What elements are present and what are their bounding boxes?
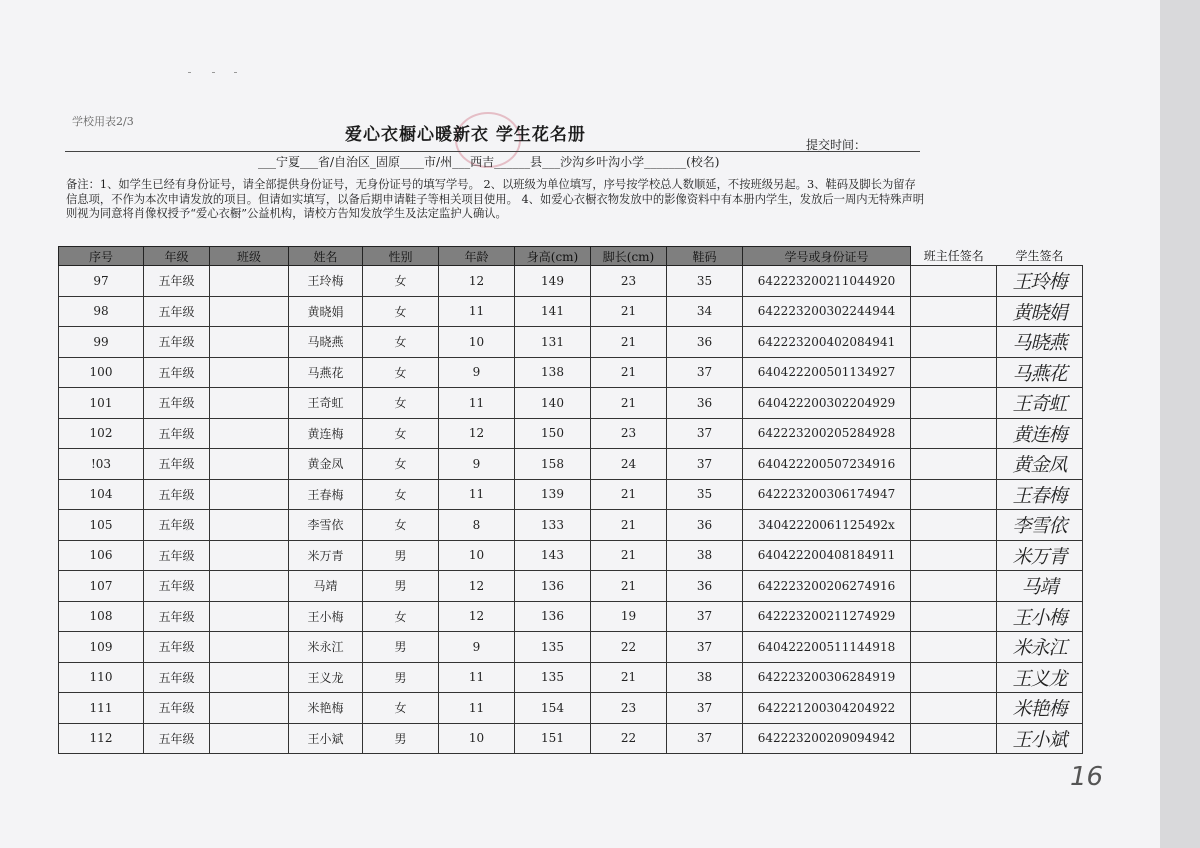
cell-foot: 21 (591, 662, 667, 693)
cell-name: 黄连梅 (289, 418, 363, 449)
cell-class (210, 388, 289, 419)
cell-grade: 五年级 (144, 723, 210, 754)
cell-age: 8 (439, 510, 515, 541)
cell-class (210, 540, 289, 571)
cell-grade: 五年级 (144, 266, 210, 297)
cell-age: 11 (439, 693, 515, 724)
col-header-name: 姓名 (289, 247, 363, 266)
cell-no: 100 (59, 357, 144, 388)
cell-grade: 五年级 (144, 418, 210, 449)
cell-id: 642223200206274916 (743, 571, 911, 602)
cell-student-signature: 黄晓娟 (997, 296, 1083, 327)
cell-gender: 女 (363, 449, 439, 480)
cell-class (210, 723, 289, 754)
cell-foot: 21 (591, 571, 667, 602)
table-row (59, 571, 1083, 602)
col-header-no: 序号 (59, 247, 144, 266)
cell-grade: 五年级 (144, 632, 210, 663)
cell-class (210, 479, 289, 510)
cell-foot: 22 (591, 632, 667, 663)
cell-shoe: 38 (667, 662, 743, 693)
cell-gender: 女 (363, 601, 439, 632)
cell-height: 154 (515, 693, 591, 724)
cell-foot: 22 (591, 723, 667, 754)
cell-age: 11 (439, 662, 515, 693)
cell-height: 140 (515, 388, 591, 419)
cell-foot: 24 (591, 449, 667, 480)
cell-shoe: 36 (667, 388, 743, 419)
cell-name: 王小斌 (289, 723, 363, 754)
cell-teacher-signature (911, 693, 997, 724)
cell-name: 王玲梅 (289, 266, 363, 297)
cell-shoe: 36 (667, 571, 743, 602)
cell-teacher-signature (911, 388, 997, 419)
cell-age: 12 (439, 418, 515, 449)
cell-grade: 五年级 (144, 601, 210, 632)
table-row (59, 266, 1083, 297)
col-header-id: 学号或身份证号 (743, 247, 911, 266)
cell-age: 9 (439, 632, 515, 663)
cell-gender: 男 (363, 662, 439, 693)
cell-student-signature: 米永江 (997, 632, 1083, 663)
cell-class (210, 571, 289, 602)
cell-no: 99 (59, 327, 144, 358)
cell-grade: 五年级 (144, 296, 210, 327)
cell-grade: 五年级 (144, 693, 210, 724)
cell-teacher-signature (911, 418, 997, 449)
cell-name: 马靖 (289, 571, 363, 602)
table-row (59, 388, 1083, 419)
cell-class (210, 418, 289, 449)
col-header-age: 年龄 (439, 247, 515, 266)
cell-gender: 男 (363, 540, 439, 571)
cell-shoe: 37 (667, 723, 743, 754)
cell-grade: 五年级 (144, 540, 210, 571)
col-header-gender: 性别 (363, 247, 439, 266)
cell-student-signature: 米艳梅 (997, 693, 1083, 724)
cell-id: 642223200209094942 (743, 723, 911, 754)
table-row (59, 662, 1083, 693)
cell-student-signature: 李雪依 (997, 510, 1083, 541)
cell-class (210, 266, 289, 297)
cell-foot: 21 (591, 388, 667, 419)
col-header-shoe: 鞋码 (667, 247, 743, 266)
col-header-grade: 年级 (144, 247, 210, 266)
cell-foot: 23 (591, 418, 667, 449)
cell-student-signature: 王春梅 (997, 479, 1083, 510)
cell-student-signature: 马晓燕 (997, 327, 1083, 358)
cell-teacher-signature (911, 296, 997, 327)
table-row (59, 510, 1083, 541)
col-header-student-sig: 学生签名 (1015, 249, 1064, 264)
cell-student-signature: 米万青 (997, 540, 1083, 571)
cell-shoe: 36 (667, 510, 743, 541)
cell-student-signature: 王小梅 (997, 601, 1083, 632)
cell-no: 111 (59, 693, 144, 724)
cell-name: 王义龙 (289, 662, 363, 693)
page-label: 学校用表2/3 (72, 115, 134, 128)
cell-name: 王小梅 (289, 601, 363, 632)
cell-teacher-signature (911, 479, 997, 510)
cell-height: 135 (515, 632, 591, 663)
cell-id: 642223200306284919 (743, 662, 911, 693)
cell-height: 143 (515, 540, 591, 571)
cell-gender: 女 (363, 357, 439, 388)
cell-height: 138 (515, 357, 591, 388)
cell-shoe: 34 (667, 296, 743, 327)
cell-id: 642223200205284928 (743, 418, 911, 449)
cell-student-signature: 马靖 (997, 571, 1083, 602)
location-line: ___宁夏___省/自治区_固原____市/州___西吉______县___沙沟乡叶沟小学_______(校名) (258, 155, 720, 169)
cell-gender: 女 (363, 510, 439, 541)
cell-shoe: 36 (667, 327, 743, 358)
cell-teacher-signature (911, 510, 997, 541)
cell-height: 141 (515, 296, 591, 327)
cell-class (210, 601, 289, 632)
cell-id: 640422200511144918 (743, 632, 911, 663)
table-row (59, 632, 1083, 663)
cell-gender: 女 (363, 479, 439, 510)
cell-height: 136 (515, 601, 591, 632)
cell-id: 640422200507234916 (743, 449, 911, 480)
cell-shoe: 35 (667, 266, 743, 297)
cell-class (210, 662, 289, 693)
cell-gender: 女 (363, 388, 439, 419)
cell-age: 12 (439, 601, 515, 632)
cell-no: 108 (59, 601, 144, 632)
cell-no: 101 (59, 388, 144, 419)
cell-age: 9 (439, 357, 515, 388)
cell-height: 150 (515, 418, 591, 449)
cell-shoe: 37 (667, 632, 743, 663)
cell-name: 李雪依 (289, 510, 363, 541)
cell-foot: 21 (591, 510, 667, 541)
cell-gender: 男 (363, 632, 439, 663)
cell-no: 97 (59, 266, 144, 297)
cell-id: 640422200408184911 (743, 540, 911, 571)
cell-teacher-signature (911, 571, 997, 602)
cell-shoe: 35 (667, 479, 743, 510)
table-row (59, 693, 1083, 724)
cell-id: 640422200501134927 (743, 357, 911, 388)
cell-height: 131 (515, 327, 591, 358)
cell-teacher-signature (911, 449, 997, 480)
cell-no: 106 (59, 540, 144, 571)
cell-shoe: 37 (667, 693, 743, 724)
cell-shoe: 37 (667, 601, 743, 632)
cell-height: 136 (515, 571, 591, 602)
cell-gender: 女 (363, 327, 439, 358)
cell-name: 米艳梅 (289, 693, 363, 724)
cell-age: 10 (439, 540, 515, 571)
table-row (59, 540, 1083, 571)
table-row (59, 449, 1083, 480)
cell-no: 110 (59, 662, 144, 693)
table-row (59, 479, 1083, 510)
cell-grade: 五年级 (144, 571, 210, 602)
cell-age: 12 (439, 266, 515, 297)
table-row (59, 296, 1083, 327)
cell-no: !03 (59, 449, 144, 480)
cell-student-signature: 马燕花 (997, 357, 1083, 388)
cell-teacher-signature (911, 632, 997, 663)
cell-foot: 23 (591, 693, 667, 724)
cell-no: 102 (59, 418, 144, 449)
cell-class (210, 327, 289, 358)
cell-teacher-signature (911, 540, 997, 571)
col-header-foot: 脚长(cm) (591, 247, 667, 266)
table-row (59, 601, 1083, 632)
cell-id: 642221200304204922 (743, 693, 911, 724)
cell-height: 149 (515, 266, 591, 297)
cell-foot: 21 (591, 296, 667, 327)
cell-name: 王奇虹 (289, 388, 363, 419)
cell-name: 马燕花 (289, 357, 363, 388)
table-row (59, 723, 1083, 754)
cell-id: 642223200211044920 (743, 266, 911, 297)
cell-id: 34042220061125492x (743, 510, 911, 541)
submit-time-label: 提交时间： (806, 138, 867, 152)
cell-name: 米永江 (289, 632, 363, 663)
cell-age: 11 (439, 296, 515, 327)
cell-teacher-signature (911, 327, 997, 358)
cell-shoe: 38 (667, 540, 743, 571)
cell-class (210, 296, 289, 327)
cell-shoe: 37 (667, 357, 743, 388)
cell-foot: 19 (591, 601, 667, 632)
cell-height: 133 (515, 510, 591, 541)
cell-name: 王春梅 (289, 479, 363, 510)
cell-id: 642223200306174947 (743, 479, 911, 510)
cell-grade: 五年级 (144, 388, 210, 419)
cell-foot: 21 (591, 327, 667, 358)
cell-grade: 五年级 (144, 510, 210, 541)
roster-body (59, 266, 1083, 754)
cell-foot: 21 (591, 540, 667, 571)
cell-name: 黄金凤 (289, 449, 363, 480)
cell-gender: 女 (363, 418, 439, 449)
cell-age: 12 (439, 571, 515, 602)
cell-teacher-signature (911, 266, 997, 297)
document-title: 爱心衣橱心暖新衣 学生花名册 (345, 125, 586, 145)
cell-no: 104 (59, 479, 144, 510)
cell-age: 10 (439, 327, 515, 358)
notes: 备注：1、如学生已经有身份证号，请全部提供身份证号，无身份证号的填写学号。 2、以班级为单位填写，序号按学校总人数顺延，不按班级另起。3、鞋码及脚长为留存信息项，不作为本次申请发放的项目。但请如实填写，以备后期申请鞋子等相关项目使用。 4、如爱心衣橱衣物发放中的影像资料中有本册内学生，发放后一周内无特殊声明则视为同意将肖像权授予“爱心衣橱”公益机构，请校方告知发放学生及法定监护人确认。 (66, 178, 925, 220)
cell-teacher-signature (911, 601, 997, 632)
cell-id: 642223200302244944 (743, 296, 911, 327)
cell-age: 11 (439, 388, 515, 419)
cell-teacher-signature (911, 723, 997, 754)
cell-id: 642223200211274929 (743, 601, 911, 632)
cell-no: 105 (59, 510, 144, 541)
cell-no: 112 (59, 723, 144, 754)
cell-student-signature: 王义龙 (997, 662, 1083, 693)
cell-age: 10 (439, 723, 515, 754)
cell-no: 98 (59, 296, 144, 327)
cell-no: 107 (59, 571, 144, 602)
cell-grade: 五年级 (144, 479, 210, 510)
cell-gender: 男 (363, 723, 439, 754)
cell-foot: 21 (591, 479, 667, 510)
col-header-class: 班级 (210, 247, 289, 266)
cell-student-signature: 王小斌 (997, 723, 1083, 754)
cell-foot: 21 (591, 357, 667, 388)
cell-grade: 五年级 (144, 449, 210, 480)
cell-id: 642223200402084941 (743, 327, 911, 358)
page-number: 16 (1070, 762, 1104, 792)
cell-class (210, 449, 289, 480)
cell-grade: 五年级 (144, 327, 210, 358)
cell-shoe: 37 (667, 418, 743, 449)
cell-class (210, 693, 289, 724)
cell-height: 139 (515, 479, 591, 510)
cell-class (210, 357, 289, 388)
cell-name: 黄晓娟 (289, 296, 363, 327)
cell-id: 640422200302204929 (743, 388, 911, 419)
cell-gender: 男 (363, 571, 439, 602)
cell-height: 151 (515, 723, 591, 754)
title-underline (65, 151, 920, 152)
cell-student-signature: 王玲梅 (997, 266, 1083, 297)
table-header-row (59, 247, 1083, 266)
cell-class (210, 510, 289, 541)
cell-height: 158 (515, 449, 591, 480)
cell-no: 109 (59, 632, 144, 663)
cell-age: 9 (439, 449, 515, 480)
cell-foot: 23 (591, 266, 667, 297)
cell-name: 马晓燕 (289, 327, 363, 358)
cell-height: 135 (515, 662, 591, 693)
cell-student-signature: 黄金凤 (997, 449, 1083, 480)
col-header-height: 身高(cm) (515, 247, 591, 266)
student-roster-table (58, 246, 1083, 754)
cell-gender: 女 (363, 693, 439, 724)
table-row (59, 418, 1083, 449)
cell-gender: 女 (363, 266, 439, 297)
cell-grade: 五年级 (144, 662, 210, 693)
cell-shoe: 37 (667, 449, 743, 480)
cell-student-signature: 黄连梅 (997, 418, 1083, 449)
table-row (59, 327, 1083, 358)
cell-teacher-signature (911, 357, 997, 388)
cell-grade: 五年级 (144, 357, 210, 388)
cell-teacher-signature (911, 662, 997, 693)
cell-class (210, 632, 289, 663)
cell-gender: 女 (363, 296, 439, 327)
cell-age: 11 (439, 479, 515, 510)
cell-name: 米万青 (289, 540, 363, 571)
table-row (59, 357, 1083, 388)
col-header-teacher-sig: 班主任签名 (923, 249, 984, 264)
cell-student-signature: 王奇虹 (997, 388, 1083, 419)
